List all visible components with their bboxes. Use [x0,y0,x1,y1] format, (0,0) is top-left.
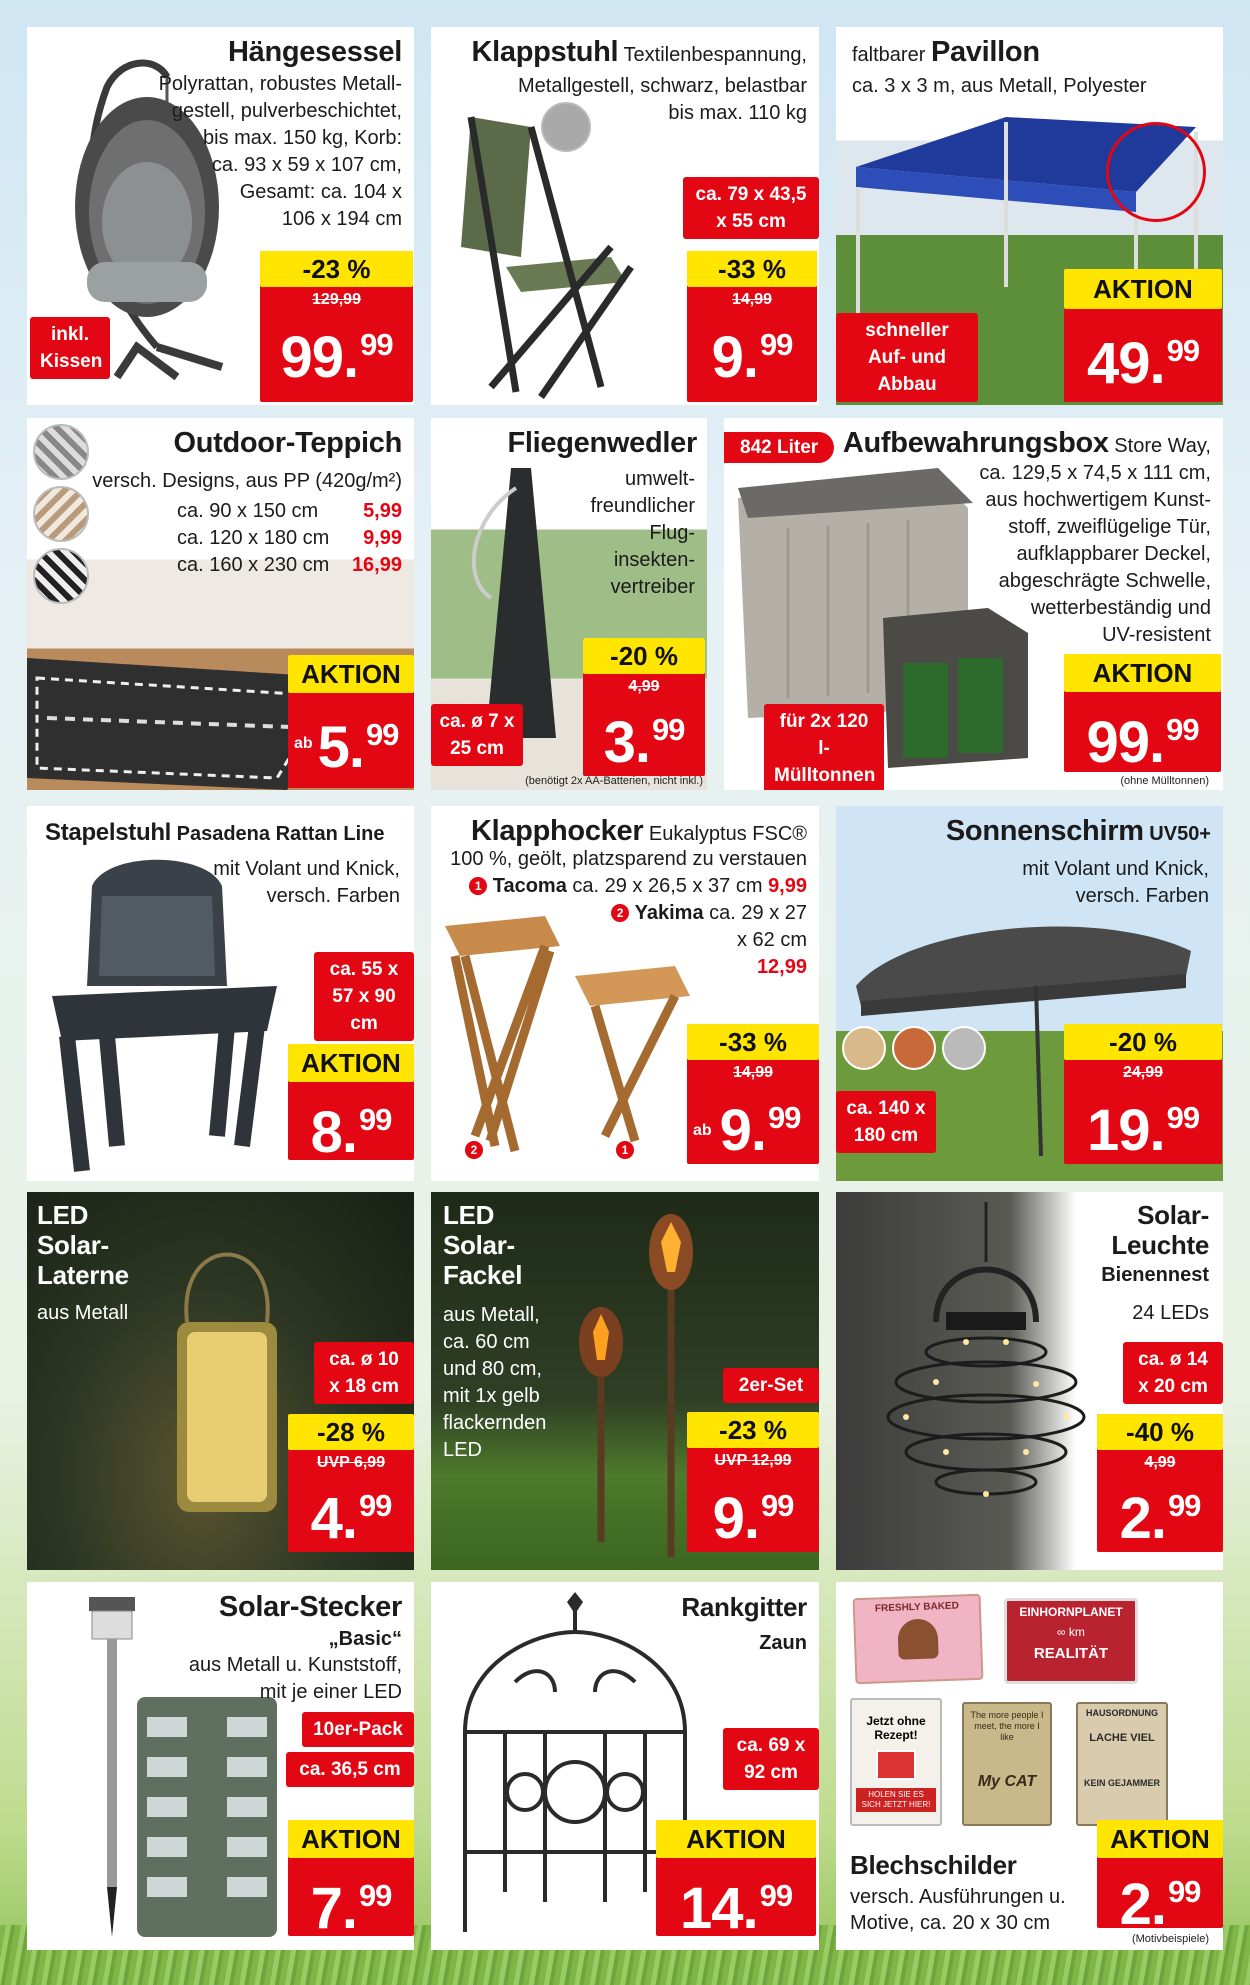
product-description: aus Metall u. Kunststoff, mit je einer LED [188,1654,402,1703]
size-badge: ca. ø 14 x 20 cm [1123,1342,1223,1404]
price-box [1064,654,1221,775]
offer-sonnenschirm[interactable] [836,806,1223,1181]
product-description: versch. Ausführungen u. Motive, ca. 20 x 30 cm [850,1886,1066,1934]
ab-label: ab [693,1122,712,1139]
motif-note: (Motivbeispiele) [1131,1933,1209,1945]
design-swatch-1-icon [33,424,89,480]
product-header: Aufbewahrungsbox Store Way, [842,427,1211,459]
size-badge: ca. 140 x 180 cm [836,1091,936,1153]
old-price: 4,99 [1144,1454,1176,1471]
discount-banner: -23 % [687,1412,819,1448]
variant-1-icon: 1 [616,1141,634,1159]
price-box [687,251,817,402]
offer-rankgitter[interactable] [431,1582,819,1950]
offer-solar-laterne[interactable] [27,1192,414,1570]
design-swatch-2-icon [33,486,89,542]
detail-circle-icon [1106,122,1206,222]
product-subtitle: Zaun [759,1632,807,1654]
price: 9.99 [711,325,793,390]
offer-blechschilder[interactable] [836,1582,1223,1950]
product-description: versch. Designs, aus PP (420g/m²) [92,470,402,492]
price-box [1064,1024,1222,1164]
price-box [260,251,413,402]
offer-haengesessel[interactable] [27,27,414,405]
product-title: Fliegenwedler [507,427,697,459]
discount-banner: -20 % [583,638,705,674]
set-badge: 2er-Set [723,1368,819,1403]
variant-2-row-cont: x 62 cm [736,929,807,951]
price: 2.99 [1119,1872,1201,1937]
price-box [656,1820,816,1941]
product-title: LED Solar- Fackel [443,1200,523,1290]
product-description: umwelt- freundlicher Flug- insekten- vertreiber [590,468,695,598]
color-swatch-3-icon [942,1026,986,1070]
size-list [177,498,402,579]
bee-nest-light-illustration [876,1202,1096,1552]
size-badge: ca. ø 10 x 18 cm [314,1342,414,1404]
aktion-banner: AKTION [1064,654,1221,692]
discount-banner: -40 % [1097,1414,1223,1450]
folding-stool-illustration [435,916,705,1166]
product-title: Blechschilder [850,1850,1017,1880]
old-price: 24,99 [1122,1064,1164,1081]
sign-hausordnung: HAUSORDNUNG LACHE VIEL KEIN GEJAMMER [1076,1702,1168,1826]
price: 8.99 [310,1100,392,1165]
design-swatch-3-icon [33,548,89,604]
price: 14.99 [679,1876,793,1941]
sign-einhornplanet: EINHORNPLANET ∞ km REALITÄT [1004,1598,1138,1684]
offer-aufbewahrungsbox[interactable] [724,418,1223,790]
old-price: 4,99 [628,678,660,695]
aktion-banner: AKTION [288,1820,414,1858]
price-box [583,638,705,776]
old-price: UVP 12,99 [714,1452,792,1469]
price: 9.99 [719,1098,801,1163]
aktion-banner: AKTION [1097,1820,1223,1858]
discount-banner: -28 % [288,1414,414,1450]
size-row: ca. 90 x 150 cm 5,99 [177,500,402,522]
product-title: Solar-Stecker [218,1591,402,1623]
product-header: Klapphocker Eukalyptus FSC® [470,815,807,847]
badge-inkl-kissen: inkl. Kissen [30,317,110,379]
price: 9.99 [712,1486,794,1551]
price-box [1064,269,1222,402]
size-badge: ca. 36,5 cm [286,1752,414,1787]
discount-banner: -20 % [1064,1024,1222,1060]
product-subtitle: „Basic“ [328,1628,402,1650]
price-box [288,655,414,788]
cupcake-icon [897,1618,938,1659]
product-header: Stapelstuhl Pasadena Rattan Line [45,819,385,846]
size-row: ca. 120 x 180 cm 9,99 [177,527,402,549]
old-price: 129,99 [312,291,361,308]
old-price: UVP 6,99 [316,1454,386,1471]
product-title: Solar- Leuchte [1111,1200,1209,1260]
product-header: faltbarer Pavillon [852,36,1040,68]
product-description: 100 %, geölt, platzsparend zu verstauen [450,848,807,870]
sign-my-cat: The more people I meet, the more I like My CAT [962,1702,1052,1826]
offer-outdoor-teppich[interactable] [27,418,414,790]
offer-solar-leuchte[interactable] [836,1192,1223,1570]
product-description: 24 LEDs [1132,1302,1209,1324]
price: 99.99 [280,325,393,390]
offer-klappstuhl[interactable] [431,27,819,405]
muelltonnen-note: (ohne Mülltonnen) [1120,775,1209,787]
price: 4.99 [310,1486,392,1551]
price: 19.99 [1086,1098,1200,1163]
folding-chair-illustration [451,107,651,402]
size-badge: ca. 79 x 43,5 x 55 cm [683,177,819,239]
price: 3.99 [603,710,685,775]
discount-banner: -33 % [687,251,817,287]
variant-2-row: 2 Yakima ca. 29 x 27 [611,900,807,927]
size-row: ca. 160 x 230 cm 16,99 [177,554,402,576]
price-box [288,1044,414,1165]
price-box [687,1024,819,1164]
product-description: Metallgestell, schwarz, belastbar bis max. 110 kg [517,75,807,124]
solar-stake-illustration [37,1597,287,1942]
size-badge: ca. ø 7 x 25 cm [431,704,523,766]
offer-fliegenwedler[interactable] [431,418,707,790]
aktion-banner: AKTION [288,1044,414,1082]
old-price: 14,99 [732,1064,774,1081]
product-title: Hängesessel [227,36,402,68]
price: 99.99 [1086,710,1199,775]
muelltonnen-badge: für 2x 120 l-Mülltonnen [764,704,884,790]
offer-klapphocker[interactable] [431,806,819,1181]
price-box [288,1414,414,1552]
product-subtitle: Bienennest [1101,1264,1209,1286]
variant-2-price: 12,99 [756,956,807,978]
size-badge: ca. 69 x 92 cm [723,1728,819,1790]
price: 7.99 [310,1876,392,1941]
product-description: Polyrattan, robustes Metall- gestell, pulverbeschichtet, bis max. 150 kg, Korb: ca. 93 x 59 x 107 cm, Gesamt: ca. 104 x 106 x 194 cm [158,73,402,230]
price-box [288,1820,414,1941]
variant-2-number-icon: 2 [611,904,629,922]
price-box [1097,1820,1223,1937]
product-title: Rankgitter [681,1592,807,1622]
color-swatch-1-icon [842,1026,886,1070]
liter-badge: 842 Liter [724,432,834,463]
product-title: Outdoor-Teppich [173,427,402,459]
product-description: ca. 129,5 x 74,5 x 111 cm, aus hochwertigem Kunst- stoff, zweiflügelige Tür, aufklappbarer Deckel, abgeschrägte Schwelle, wetterbeständig und UV-resistent [979,462,1211,646]
product-description: aus Metall, ca. 60 cm und 80 cm, mit 1x gelb flackernden LED [443,1304,547,1461]
discount-banner: -23 % [260,251,413,287]
color-swatch-2-icon [892,1026,936,1070]
product-description: ca. 3 x 3 m, aus Metall, Polyester [852,75,1147,97]
battery-note: (benötigt 2x AA-Batterien, nicht inkl.) [525,775,703,787]
product-description: mit Volant und Knick, versch. Farben [1022,858,1209,907]
offer-solar-stecker[interactable] [27,1582,414,1950]
variant-1-number-icon: 1 [469,877,487,895]
ab-label: ab [294,735,313,752]
aktion-banner: AKTION [656,1820,816,1858]
price-box [1097,1414,1223,1552]
size-badge: ca. 55 x 57 x 90 cm [314,952,414,1041]
price: 5.99 [317,715,399,780]
offer-solar-fackel[interactable] [431,1192,819,1570]
price-box [687,1412,819,1552]
aktion-banner: AKTION [1064,269,1222,309]
discount-banner: -33 % [687,1024,819,1060]
pack-badge: 10er-Pack [302,1712,414,1747]
aktion-banner: AKTION [288,655,414,693]
product-description: mit Volant und Knick, versch. Farben [213,858,400,907]
price: 2.99 [1119,1486,1201,1551]
offer-stapelstuhl[interactable] [27,806,414,1181]
price: 49.99 [1086,331,1200,396]
product-description: aus Metall [37,1302,129,1324]
old-price: 14,99 [731,291,773,308]
badge-schneller-aufbau: schneller Auf- und Abbau [836,313,978,402]
sign-freshly-baked: FRESHLY BAKED [853,1594,984,1684]
offer-pavillon[interactable] [836,27,1223,405]
medicine-box-icon [876,1750,916,1780]
variant-1-row: 1 Tacoma ca. 29 x 26,5 x 37 cm 9,99 [469,873,807,900]
product-header: Klappstuhl Textilenbespannung, [471,36,807,68]
color-swatches [842,1026,986,1070]
sign-jetzt-ohne-rezept: Jetzt ohne Rezept! HOLEN SIE ES SICH JETZT HIER! [850,1698,942,1826]
variant-2-icon: 2 [465,1141,483,1159]
lantern-illustration [157,1212,297,1532]
product-title: LED Solar- Laterne [37,1200,129,1290]
product-header: Sonnenschirm UV50+ [945,815,1211,847]
